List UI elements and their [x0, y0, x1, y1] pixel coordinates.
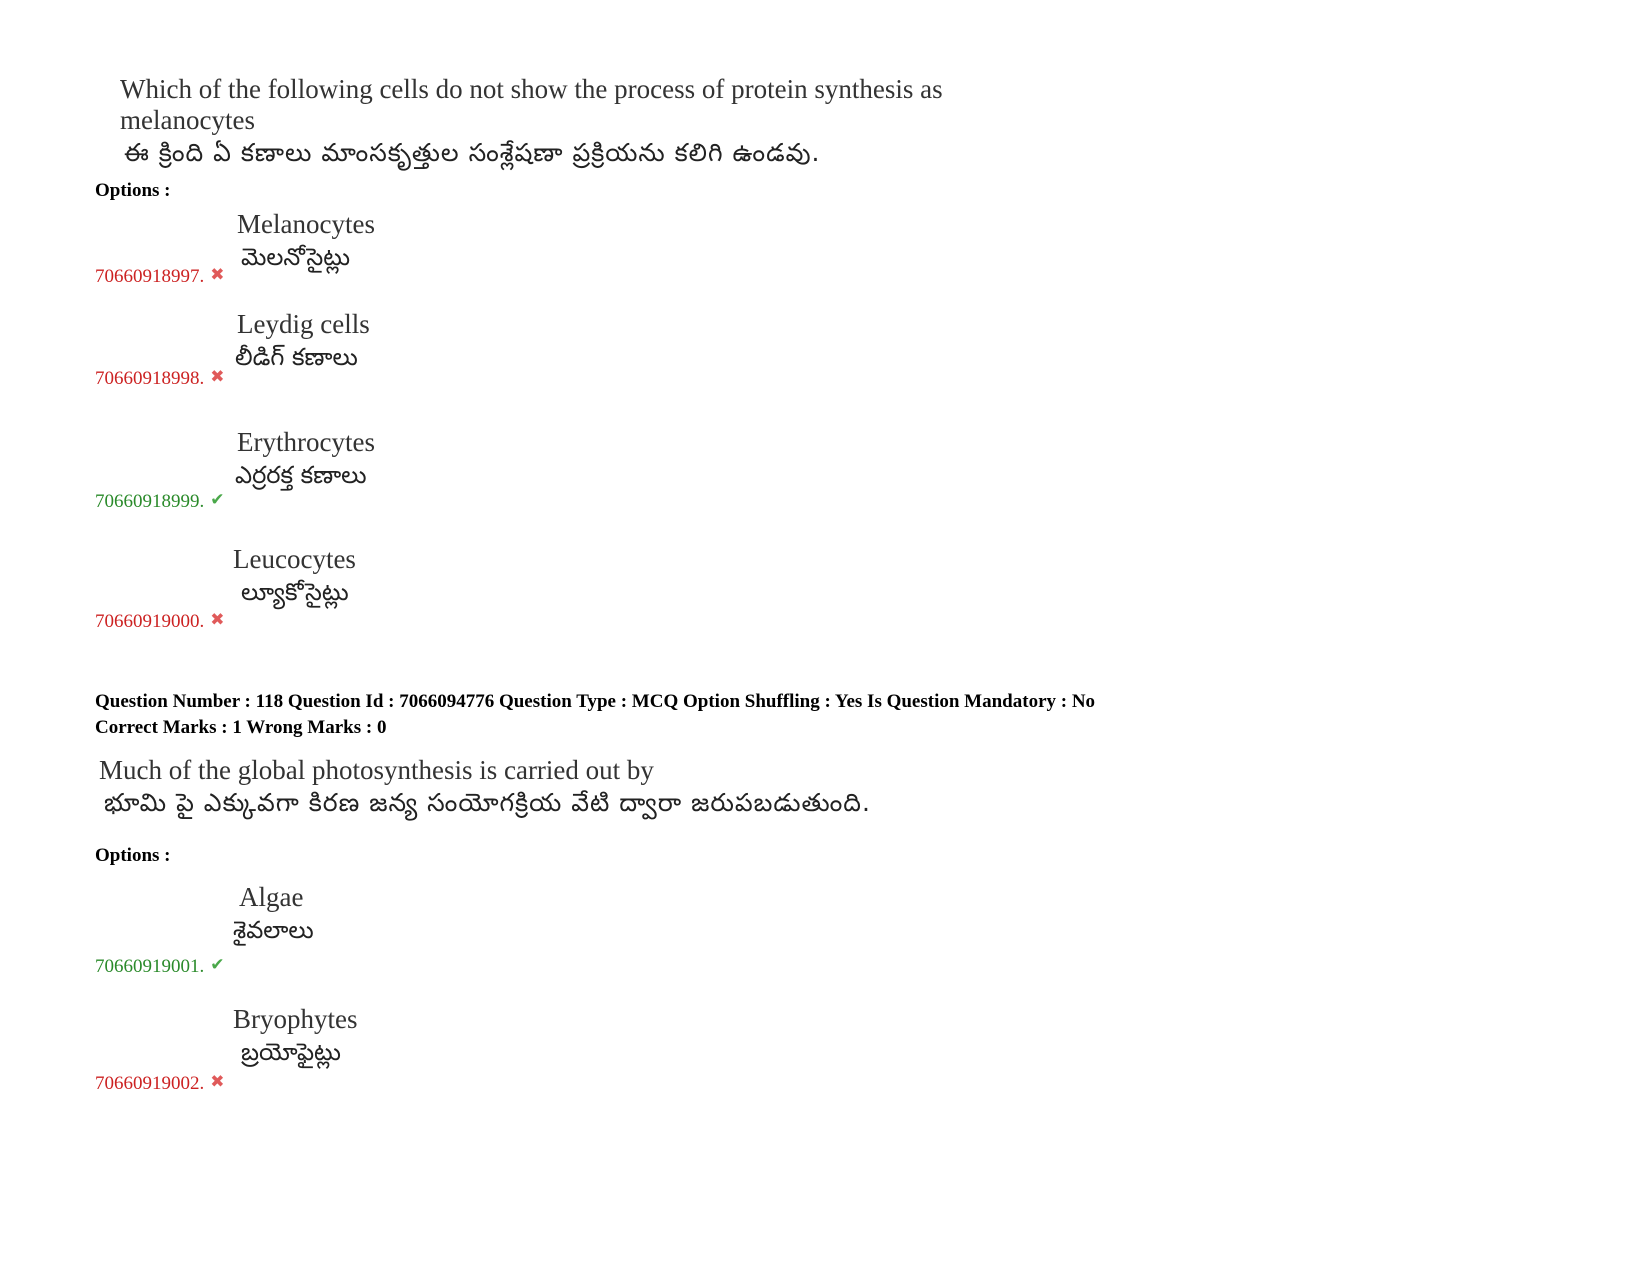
- question-meta: Question Number : 118 Question Id : 7066094776 Question Type : MCQ Option Shuffling : Yes Is Question Mandatory : No: [95, 691, 1096, 712]
- option-text-te: బ్రయోఫైట్లు: [241, 1038, 341, 1066]
- option-id: [95, 955, 225, 978]
- option-id: [95, 610, 225, 633]
- option-id-text: 70660919001.: [95, 956, 205, 977]
- option-id: [95, 1072, 225, 1095]
- check-icon: ✔: [210, 490, 225, 510]
- cross-icon: ✖: [210, 265, 225, 285]
- option-id: [95, 490, 225, 513]
- question-text-en: Much of the global photosynthesis is carried out by: [99, 755, 654, 785]
- question-text-te: ఈ క్రింది ఏ కణాలు మాంసకృత్తుల సంశ్లేషణా ప్రక్రియను కలిగి ఉండవు.: [124, 138, 821, 167]
- question-marks: Correct Marks : 1 Wrong Marks : 0: [95, 717, 387, 738]
- option-text-en: Leucocytes: [233, 544, 356, 574]
- option-text-en: Algae: [239, 882, 304, 912]
- options-label: Options :: [95, 845, 171, 866]
- option-text-en: Leydig cells: [237, 309, 370, 339]
- options-label: Options :: [95, 180, 171, 201]
- check-icon: ✔: [210, 955, 225, 975]
- option-text-en: Melanocytes: [237, 209, 375, 239]
- cross-icon: ✖: [210, 367, 225, 387]
- option-text-te: ల్యూకోసైట్లు: [241, 578, 349, 606]
- option-id-text: 70660919002.: [95, 1073, 205, 1094]
- option-id-text: 70660919000.: [95, 611, 205, 632]
- option-text-te: లీడిగ్ కణాలు: [235, 343, 358, 371]
- option-id-text: 70660918998.: [95, 368, 205, 389]
- option-id: [95, 265, 225, 288]
- cross-icon: ✖: [210, 1072, 225, 1092]
- cross-icon: ✖: [210, 610, 225, 630]
- question-text-en-line2: melanocytes: [120, 105, 255, 135]
- option-text-te: ఎర్రరక్త కణాలు: [235, 461, 367, 489]
- option-text-en: Erythrocytes: [237, 427, 375, 457]
- option-id-text: 70660918997.: [95, 266, 205, 287]
- option-id: [95, 367, 225, 390]
- option-text-en: Bryophytes: [233, 1004, 358, 1034]
- question-text-te: భూమి పై ఎక్కువగా కిరణ జన్య సంయోగక్రియ వేటి ద్వారా జరుపబడుతుంది.: [104, 788, 871, 817]
- question-text-en-line1: Which of the following cells do not show the process of protein synthesis as: [120, 74, 943, 104]
- option-text-te: మెలనోసైట్లు: [241, 243, 351, 271]
- option-text-te: శైవలాలు: [233, 916, 314, 944]
- option-id-text: 70660918999.: [95, 491, 205, 512]
